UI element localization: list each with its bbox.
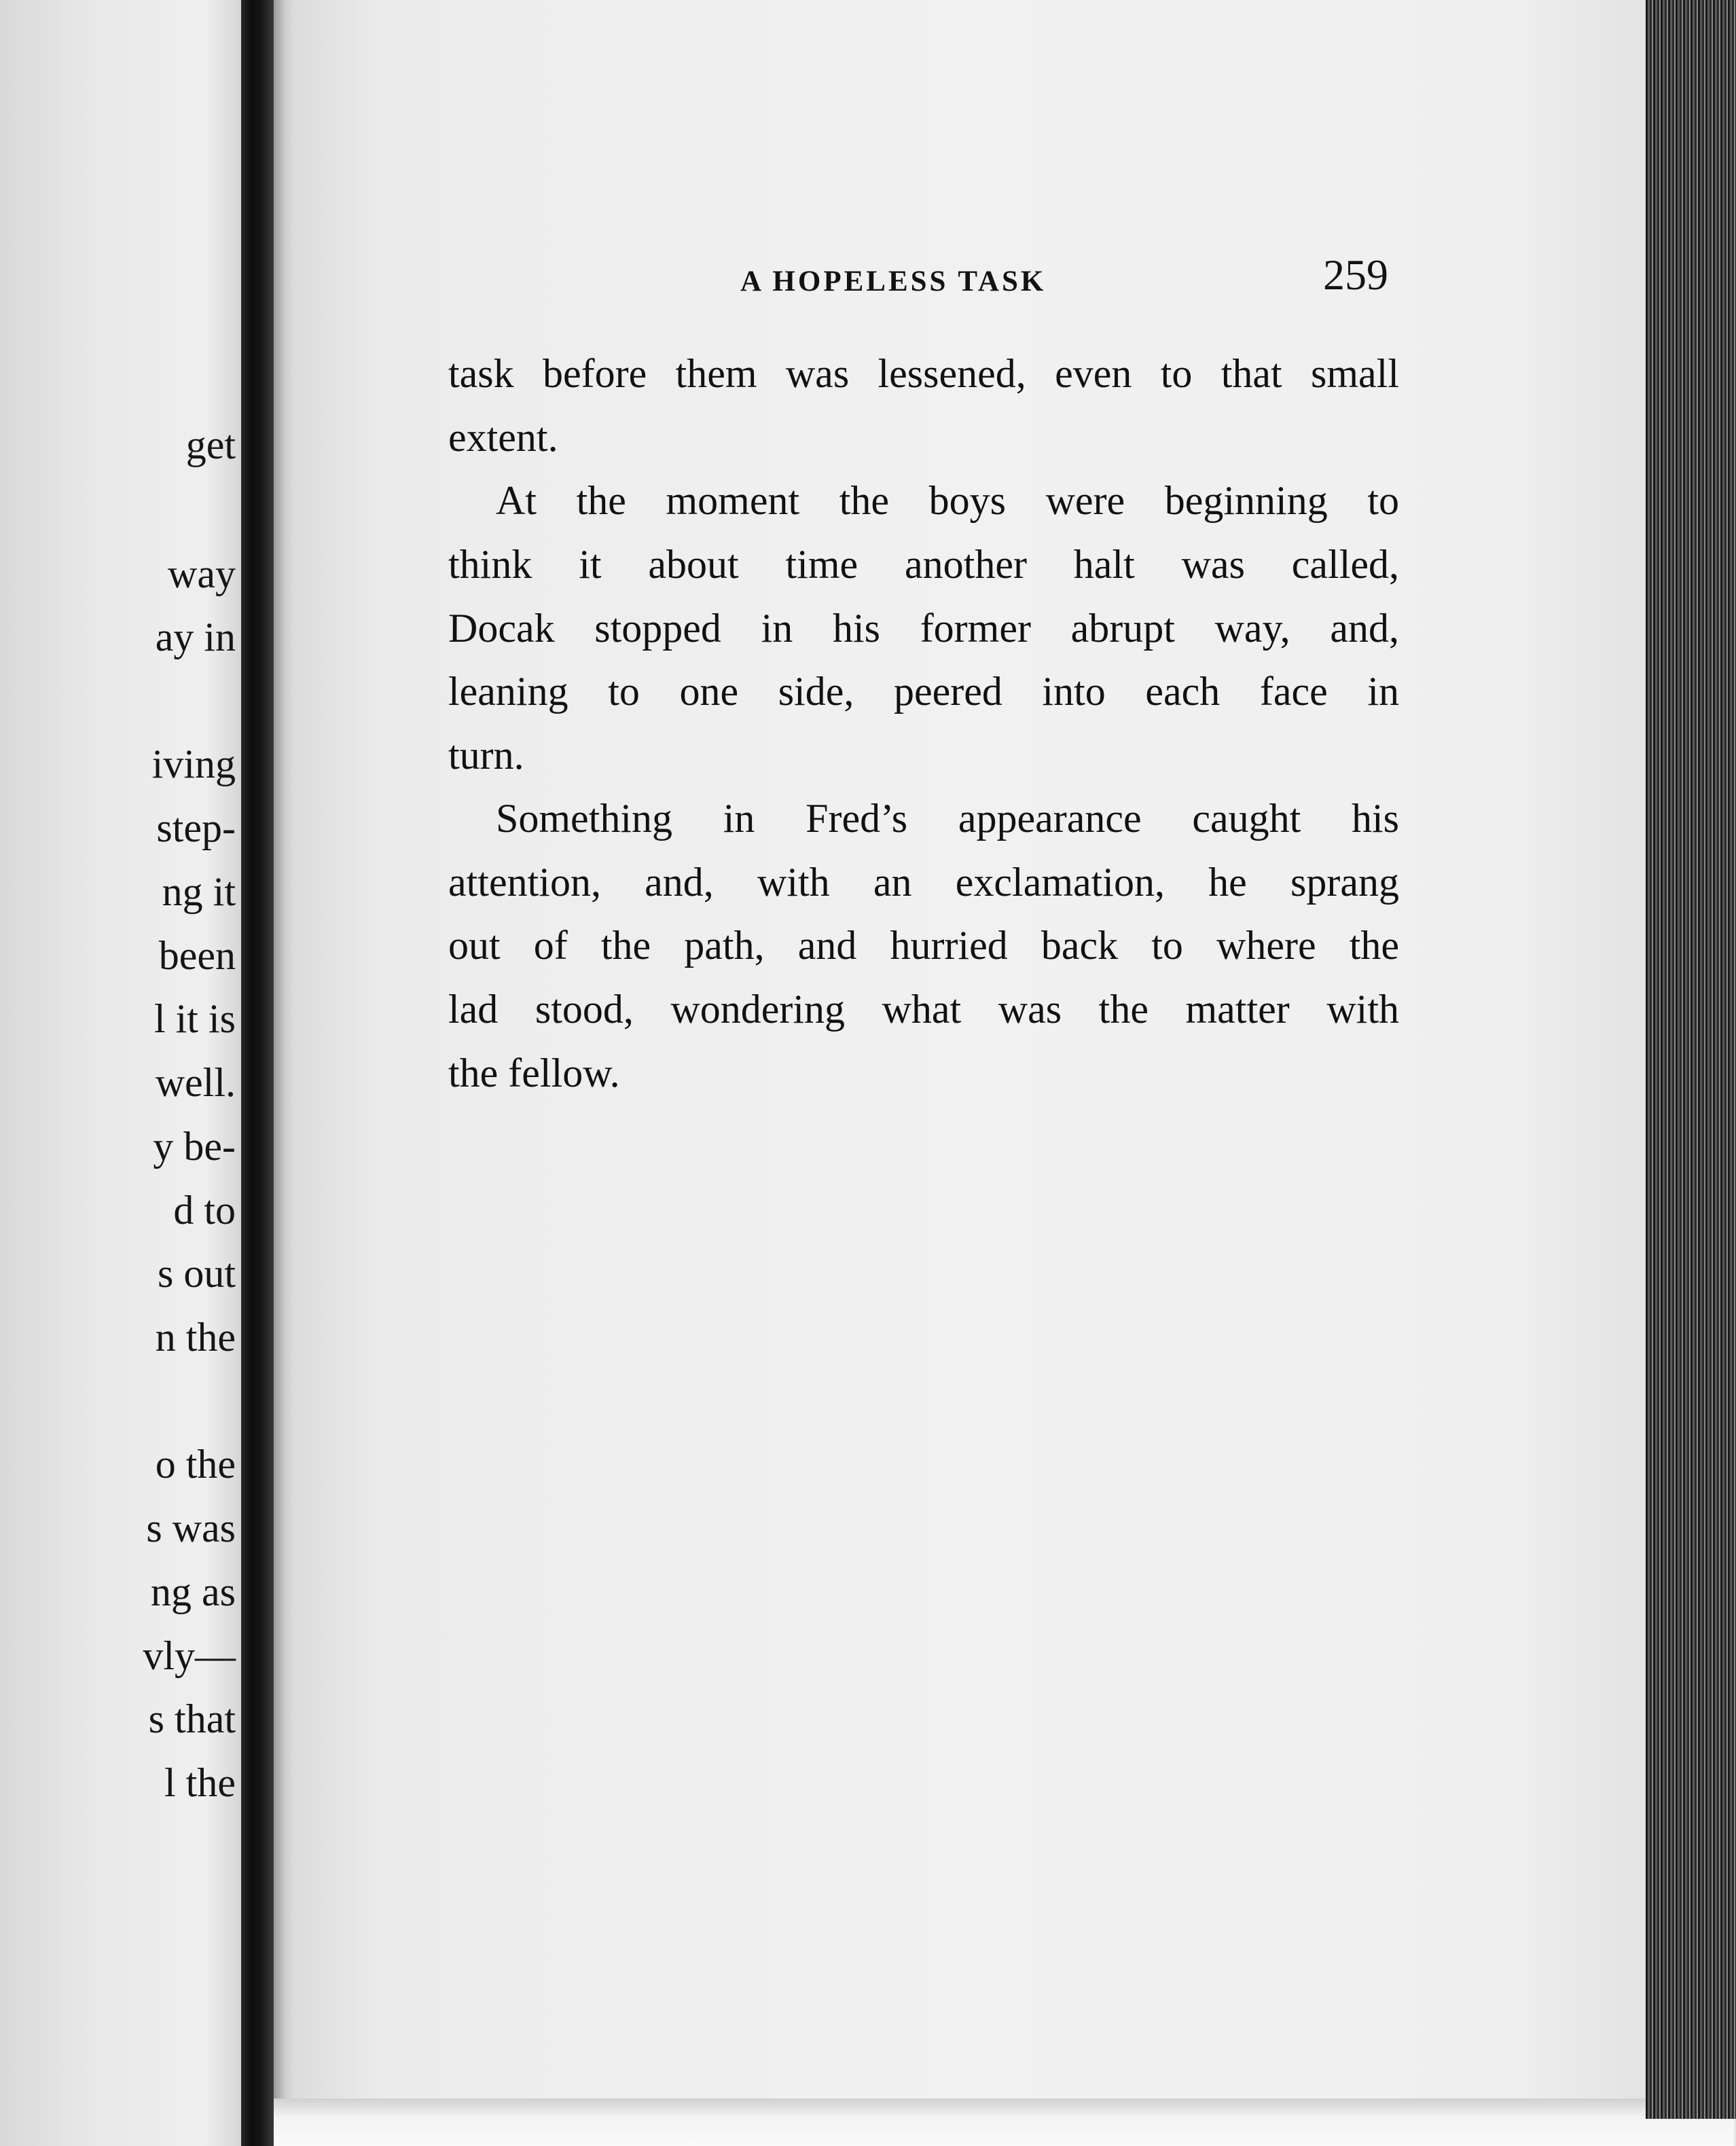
gutter-shadow	[274, 0, 294, 2146]
left-page-text-fragment: been	[158, 933, 236, 978]
left-page-text-fragment: ng as	[151, 1569, 236, 1614]
left-page-text-fragment: l the	[164, 1760, 236, 1805]
left-page-text-fragment: s that	[148, 1696, 236, 1741]
left-page-text-fragment: s out	[157, 1251, 236, 1296]
text-line: lad stood, wondering what was the matter with	[448, 987, 1399, 1032]
text-line: At the moment the boys were beginning to	[496, 478, 1399, 523]
text-line: Docak stopped in his former abrupt way, and,	[448, 606, 1399, 651]
left-page-text-fragment: get	[185, 422, 236, 467]
running-head: A HOPELESS TASK	[740, 266, 1047, 297]
left-page-text-fragment: s was	[146, 1506, 236, 1550]
left-page-text-fragment: step-	[156, 805, 236, 850]
left-page-text-fragment: l it is	[153, 996, 236, 1041]
text-line: think it about time another halt was called,	[448, 542, 1399, 587]
left-page-text-fragment: ng it	[162, 869, 236, 914]
text-line: Something in Fred’s appearance caught his	[496, 796, 1399, 841]
left-page-text-fragment: d to	[173, 1188, 236, 1233]
left-page-text-fragment: well.	[155, 1060, 236, 1105]
page-bottom-edge	[274, 2098, 1734, 2146]
left-page-text-fragment: vly—	[143, 1633, 236, 1678]
left-page-text-fragment: way	[168, 551, 236, 596]
left-page-text-fragment: n the	[155, 1315, 236, 1360]
book-gutter	[241, 0, 274, 2146]
text-line: leaning to one side, peered into each face in	[448, 669, 1399, 714]
text-line: extent.	[448, 415, 558, 460]
text-line: attention, and, with an exclamation, he sprang	[448, 860, 1399, 905]
text-line: the fellow.	[448, 1051, 620, 1095]
left-page-text-fragment: iving	[151, 742, 236, 786]
text-line: task before them was lessened, even to that small	[448, 351, 1399, 396]
left-page-text-fragment: y be-	[153, 1124, 236, 1169]
text-line: turn.	[448, 733, 524, 778]
previous-page	[0, 0, 241, 2146]
left-page-text-fragment: o the	[155, 1442, 236, 1487]
page-number: 259	[1323, 251, 1388, 299]
text-line: out of the path, and hurried back to where the	[448, 923, 1399, 968]
left-page-text-fragment: ay in	[155, 615, 236, 659]
page-fore-edge	[1646, 0, 1736, 2119]
